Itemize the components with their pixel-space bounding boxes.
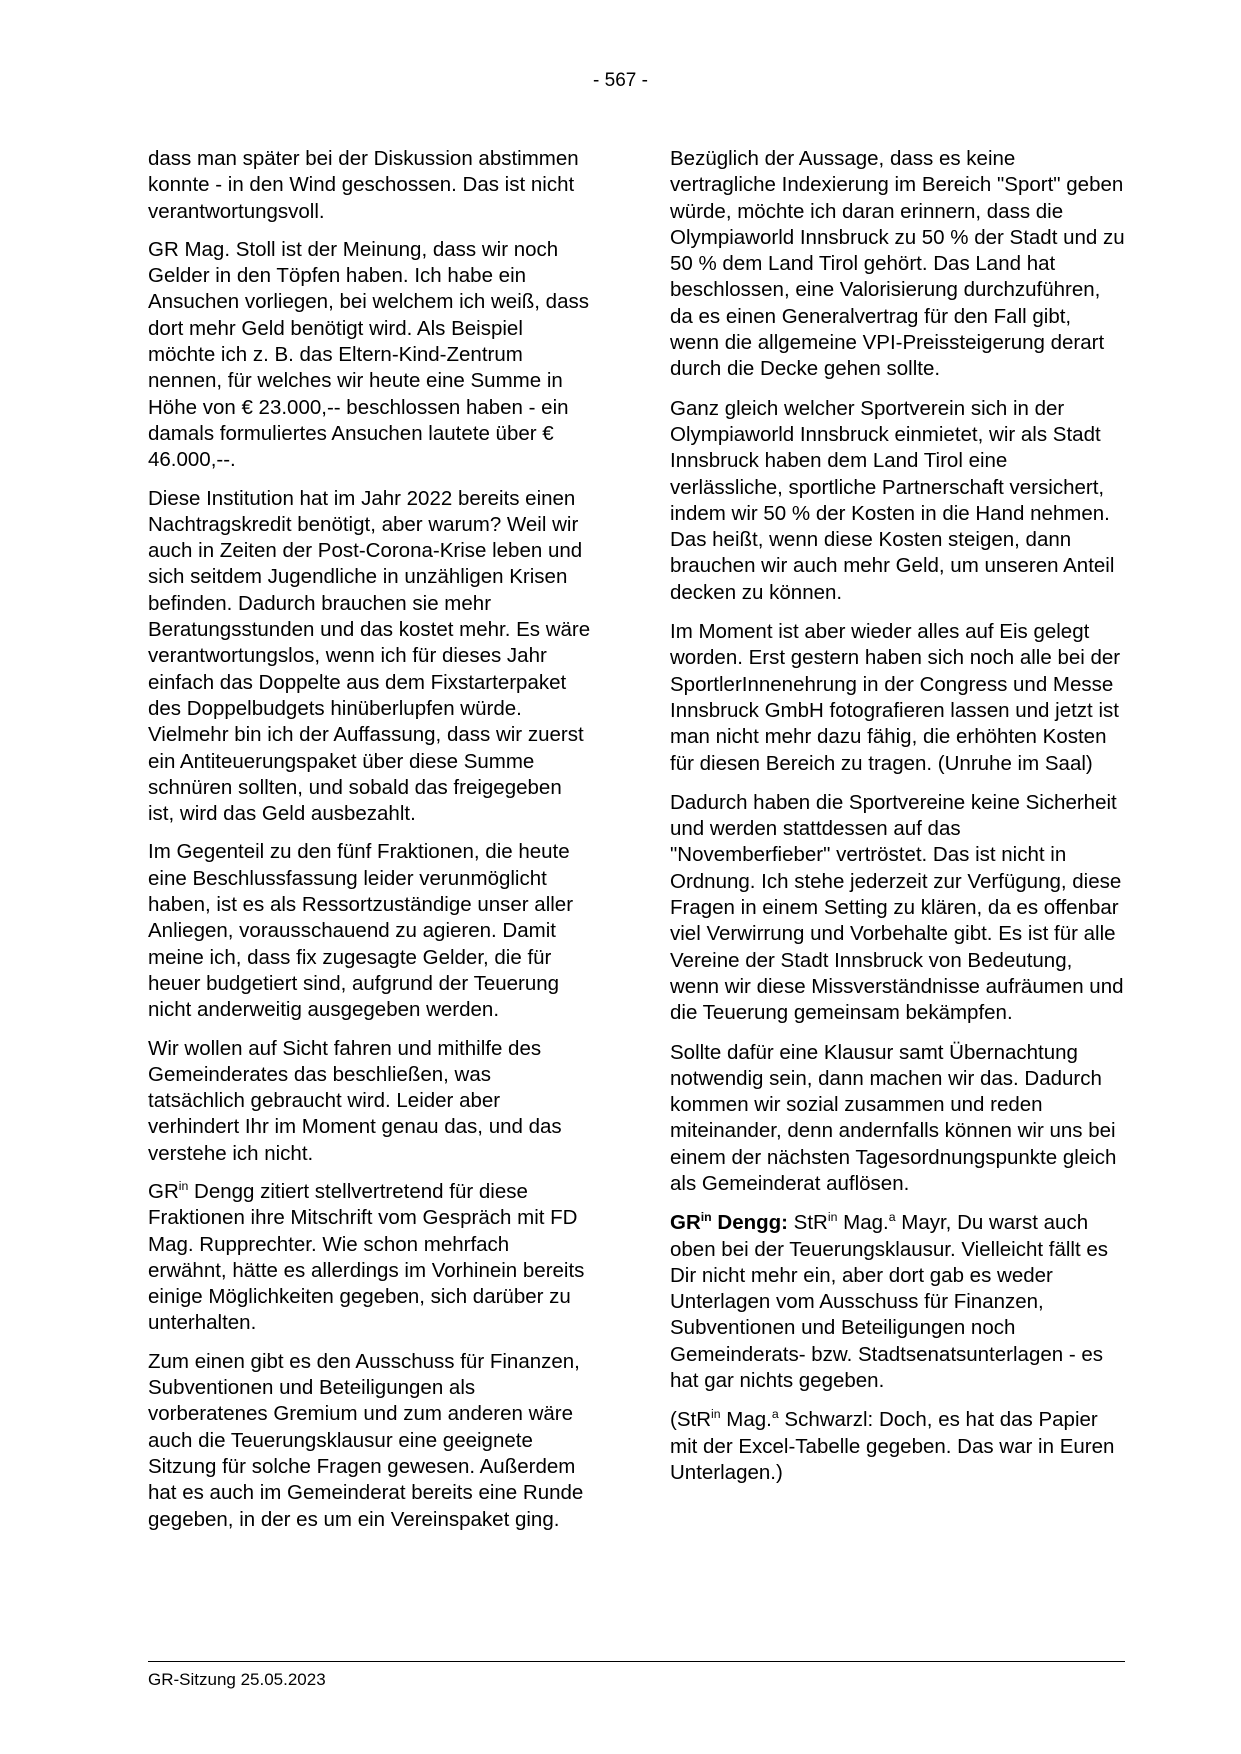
speaker-name: [670, 1211, 788, 1234]
title-str: (StR: [670, 1408, 711, 1432]
title-gr: GR: [148, 1179, 179, 1203]
paragraph: [148, 1179, 593, 1337]
paragraph: Bezüglich der Aussage, dass es keine vertragliche Indexierung im Bereich "Sport" geben würde, möchte ich daran erinnern, dass die Olympiaworld Innsbruck zu 50 % der Stadt und zu 50 % dem Land Tirol gehört. Das Land hat beschlossen, eine Valorisierung durchzuführen, da es einen Generalvertrag für den Fall gibt, wenn die allgemeine VPI-Preissteigerung derart durch die Decke gehen sollte.: [670, 147, 1125, 381]
title-superscript: in: [711, 1407, 721, 1422]
footer-divider: [148, 1661, 1125, 1662]
title-superscript: in: [178, 1179, 189, 1194]
speaker-title: GR: [670, 1211, 701, 1235]
paragraph: Wir wollen auf Sicht fahren und mithilfe des Gemeinderates das beschließen, was tatsächlich gebraucht wird. Leider aber verhindert Ihr im Moment genau das, und das verstehe ich nicht.: [148, 1036, 562, 1165]
left-column: [148, 146, 593, 1545]
speaker-paragraph: [670, 1210, 1125, 1394]
title-superscript: in: [827, 1210, 838, 1225]
paragraph: GR Mag. Stoll ist der Meinung, dass wir noch Gelder in den Töpfen haben. Ich habe ein Ansuchen vorliegen, bei welchem ich weiß, dass dort mehr Geld benötigt wird. Als Beispiel möchte ich z. B. das Eltern-Kind-Zentrum nennen, für welches wir heute eine Summe in Höhe von € 23.000,-- beschlossen haben - ein damals formuliertes Ansuchen lautete über € 46.000,--.: [148, 237, 589, 472]
paragraph: dass man später bei der Diskussion abstimmen konnte - in den Wind geschossen. Das ist nicht verantwortungsvoll.: [148, 147, 579, 223]
title-superscript: a: [771, 1407, 779, 1422]
title-mag: Mag.: [837, 1211, 889, 1235]
interjection-paragraph: [670, 1407, 1125, 1486]
title-mag: Mag.: [720, 1408, 772, 1432]
speaker-surname: Dengg:: [711, 1211, 788, 1235]
paragraph-text: Mayr, Du warst auch oben bei der Teuerungsklausur. Vielleicht fällt es Dir nicht mehr ein, aber dort gab es weder Unterlagen vom Ausschuss für Finanzen, Subventionen und Beteiligungen noch Gemeinderats- bzw. Stadtsenatsunterlagen - es hat gar nichts gegeben.: [670, 1211, 1108, 1393]
page-number: - 567 -: [593, 70, 648, 91]
paragraph: Sollte dafür eine Klausur samt Übernachtung notwendig sein, dann machen wir das. Dadurch kommen wir sozial zusammen und reden miteinander, denn andernfalls können wir uns bei einem der nächsten Tagesordnungspunkte gleich als Gemeinderat auflösen.: [670, 1040, 1117, 1195]
title-str: StR: [787, 1211, 828, 1235]
paragraph: Zum einen gibt es den Ausschuss für Finanzen, Subventionen und Beteiligungen als vorberatenes Gremium und zum anderen wäre auch die Teuerungsklausur eine geeignete Sitzung für solche Fragen gewesen. Außerdem hat es auch im Gemeinderat bereits eine Runde gegeben, in der es um ein Vereinspaket ging.: [148, 1349, 584, 1531]
paragraph-text: Schwarzl: Doch, es hat das Papier mit der Excel-Tabelle gegeben. Das war in Euren Unterlagen.): [670, 1408, 1115, 1484]
paragraph: Im Gegenteil zu den fünf Fraktionen, die heute eine Beschlussfassung leider verunmöglicht haben, ist es als Ressortzuständige unser aller Anliegen, vorausschauend zu agieren. Damit meine ich, dass fix zugesagte Gelder, die für heuer budgetiert sind, aufgrund der Teuerung nicht anderweitig ausgegeben werden.: [148, 840, 574, 1022]
paragraph: Diese Institution hat im Jahr 2022 bereits einen Nachtragskredit benötigt, aber warum? Weil wir auch in Zeiten der Post-Corona-Krise leben und sich seitdem Jugendliche in unzähligen Krisen befinden. Dadurch brauchen sie mehr Beratungsstunden und das kostet mehr. Es wäre verantwortungslos, wenn ich für dieses Jahr einfach das Doppelte aus dem Fixstarterpaket des Doppelbudgets hinüberlupfen würde. Vielmehr bin ich der Auffassung, dass wir zuerst ein Antiteuerungspaket über diese Summe schnüren sollten, und sobald das freigegeben ist, wird das Geld ausbezahlt.: [148, 486, 591, 826]
speaker-title-superscript: in: [700, 1210, 712, 1225]
paragraph: Im Moment ist aber wieder alles auf Eis gelegt worden. Erst gestern haben sich noch alle bei der SportlerInnenehrung in der Congress und Messe Innsbruck GmbH fotografieren lassen und jetzt ist man nicht mehr dazu fähig, die erhöhten Kosten für diesen Bereich zu tragen. (Unruhe im Saal): [670, 620, 1121, 775]
right-column: [670, 146, 1125, 1499]
paragraph: Ganz gleich welcher Sportverein sich in der Olympiaworld Innsbruck einmietet, wir als Stadt Innsbruck haben dem Land Tirol eine verlässliche, sportliche Partnerschaft versichert, indem wir 50 % der Kosten in die Hand nehmen. Das heißt, wenn diese Kosten steigen, dann brauchen wir auch mehr Geld, um unseren Anteil decken zu können.: [670, 396, 1115, 604]
paragraph-text: Dengg zitiert stellvertretend für diese Fraktionen ihre Mitschrift vom Gespräch mit FD Mag. Rupprechter. Wie schon mehrfach erwähnt, hätte es allerdings im Vorhinein bereits einige Möglichkeiten gegeben, sich darüber zu unterhalten.: [148, 1179, 585, 1335]
title-superscript: a: [888, 1210, 896, 1225]
paragraph: Dadurch haben die Sportvereine keine Sicherheit und werden stattdessen auf das "Novemberfieber" vertröstet. Das ist nicht in Ordnung. Ich stehe jederzeit zur Verfügung, diese Fragen in einem Setting zu klären, da es offenbar viel Verwirrung und Vorbehalte gibt. Es ist für alle Vereine der Stadt Innsbruck von Bedeutung, wenn wir diese Missverständnisse aufräumen und die Teuerung gemeinsam bekämpfen.: [670, 790, 1124, 1025]
footer-session-date: GR-Sitzung 25.05.2023: [148, 1670, 326, 1689]
